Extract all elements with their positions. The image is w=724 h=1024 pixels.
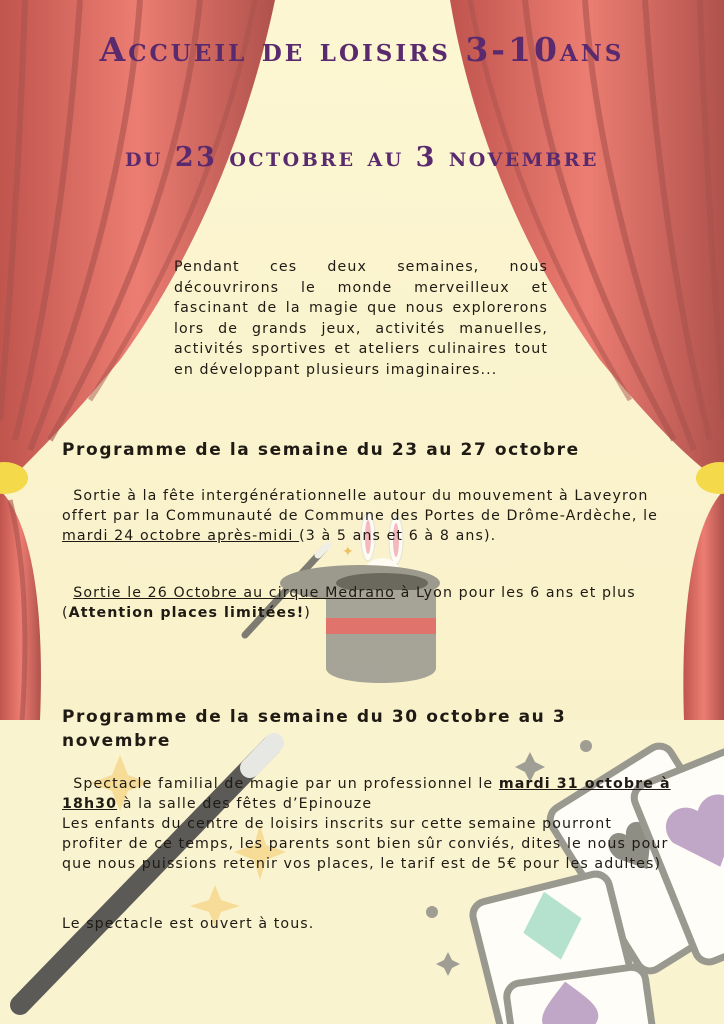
week1-item1-text-a: Sortie à la fête intergénérationnelle autour du mouvement à Laveyron offert par la Communauté de Commune des Portes de Drôme-Ardèche, le xyxy=(62,488,658,524)
week2-item1-text-c: Les enfants du centre de loisirs inscrits sur cette semaine pourront profiter de ce temps, les parents sont bien sûr conviés, dites le nous pour que nous puissions retenir vos places, le tarif est de 5€ pour les adultes) xyxy=(62,816,669,872)
week1-item2-text-b: à Lyon pour les 6 ans et plus ( xyxy=(62,585,636,621)
week1-item1 xyxy=(62,486,674,546)
week2-item1 xyxy=(62,774,674,874)
week1-item2 xyxy=(62,583,674,623)
page-title: Accueil de loisirs 3-10ans xyxy=(99,30,625,69)
week1-item2-bold: Attention places limitées! xyxy=(68,605,305,621)
svg-text:✦: ✦ xyxy=(342,544,354,560)
week1-item1-text-b: (3 à 5 ans et 6 à 8 ans). xyxy=(299,528,497,544)
week2-heading: Programme de la semaine du 30 octobre au 3 novembre xyxy=(62,707,567,751)
week1-heading: Programme de la semaine du 23 au 27 octobre xyxy=(62,440,580,460)
week1-item1-date: mardi 24 octobre après-midi xyxy=(62,528,300,544)
week2-item1-text-b: à la salle des fêtes d’Epinouze xyxy=(117,796,373,812)
week2-item1-text-a: Spectacle familial de magie par un professionnel le xyxy=(73,776,499,792)
week2-item1-date: mardi 31 octobre à 18h30 xyxy=(62,776,671,812)
week2-closing: Le spectacle est ouvert à tous. xyxy=(62,916,315,932)
week1-item2-text-c: ) xyxy=(304,605,311,621)
date-subtitle: du 23 octobre au 3 novembre xyxy=(124,142,600,173)
week1-item2-text-a: Sortie le 26 Octobre au cirque Medrano xyxy=(73,585,395,601)
intro-paragraph: Pendant ces deux semaines, nous découvrirons le monde merveilleux et fascinant de la magie que nous explorerons lors de grands jeux, activités manuelles, activités sportives et ateliers culinaires tout en développant plusieurs imaginaires... xyxy=(174,259,548,378)
